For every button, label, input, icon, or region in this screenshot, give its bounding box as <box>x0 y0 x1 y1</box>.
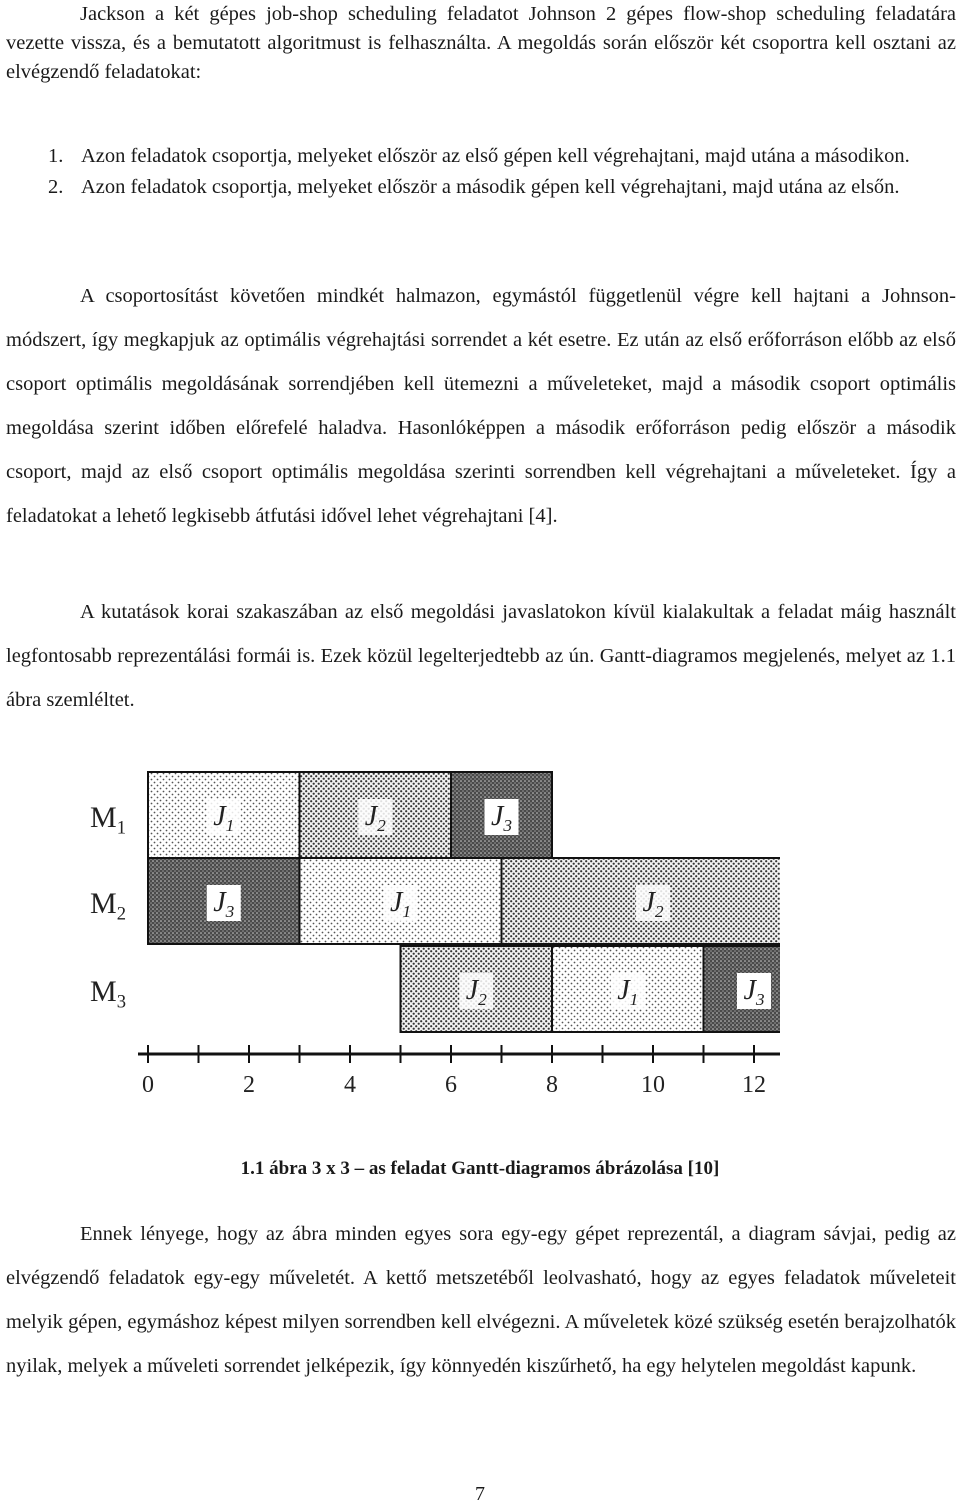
gantt-chart <box>60 760 780 1130</box>
list-number: 1. <box>48 145 64 167</box>
gantt-bar-label: $J_3$ <box>743 975 765 1010</box>
gantt-bar-label: $J_3$ <box>490 801 513 836</box>
gantt-figure <box>60 760 780 1130</box>
gantt-bar <box>300 772 452 858</box>
paragraph-2: A csoportosítást követően mindkét halmazon, egymástól függetlenül végre kell hajtani a Johnson-módszert, így megkapjuk az optimális végrehajtási sorrendet a két esetre. Ez után az első erőforráson előbb az első csoport optimális megoldásának sorrendjében kell ütemezni a műveleteket, majd a második csoport optimális megoldása szerint időben előrefelé haladva. Hasonlóképpen a második erőforráson pedig először a második csoport, majd az első csoport optimális megoldása szerinti sorrendben kell végrehajtani a műveleteket. Így a feladatokat a lehető legkisebb átfutási idővel lehet végrehajtani [4]. <box>6 285 956 527</box>
gantt-bar <box>300 858 502 944</box>
page-number: 7 <box>475 1483 485 1505</box>
gantt-bar-label: $J_1$ <box>213 801 235 836</box>
figure-caption: 1.1 ábra 3 x 3 – as feladat Gantt-diagramos ábrázolása [10] <box>240 1158 720 1179</box>
paragraph-4: Ennek lényege, hogy az ábra minden egyes sora egy-egy gépet reprezentál, a diagram sávjai, pedig az elvégzendő feladatok egy-egy műveletét. A kettő metszetéből leolvasható, hogy az egyes feladatok műveleteit melyik gépen, egymáshoz képest milyen sorrendben kell elvégezni. A műveletek közé szükség esetén berajzolhatók nyilak, melyek a műveleti sorrendet jelképezik, így könnyedén kiszűrhető, ha egy helytelen megoldást kapunk. <box>6 1223 956 1377</box>
list-text: Azon feladatok csoportja, melyeket először a második gépen kell végrehajtani, majd utána az elsőn. <box>81 176 900 198</box>
gantt-bar <box>502 858 781 944</box>
intro-paragraph: Jackson a két gépes job-shop scheduling feladatot Johnson 2 gépes flow-shop scheduling feladatára vezette vissza, és a bemutatott algoritmust is felhasználta. A megoldás során először két csoportra kell osztani az elvégzendő feladatokat: <box>6 3 956 83</box>
machine-label-1: $M_1$ <box>90 801 126 839</box>
time-axis-label: 6 <box>445 1072 457 1098</box>
paragraph-3: A kutatások korai szakaszában az első megoldási javaslatokon kívül kialakultak a feladat máig használt legfontosabb reprezentálási formái is. Ezek közül legelterjedtebb az ún. Gantt-diagramos megjelenés, melyet az 1.1 ábra szemléltet. <box>6 601 956 711</box>
gantt-bar-label: $J_1$ <box>617 975 639 1010</box>
list-number: 2. <box>48 176 64 198</box>
time-axis-label: 10 <box>641 1072 665 1098</box>
list-item <box>0 142 956 171</box>
gantt-bar-label: $J_2$ <box>642 887 664 922</box>
gantt-bar <box>704 946 781 1032</box>
machine-label-2: $M_2$ <box>90 887 126 925</box>
gantt-bar <box>552 946 704 1032</box>
machine-label-3: $M_3$ <box>90 975 126 1013</box>
time-axis-label: 12 <box>742 1072 766 1098</box>
time-axis-label: 0 <box>142 1072 154 1098</box>
time-axis-label: 4 <box>344 1072 356 1098</box>
gantt-bar-label: $J_2$ <box>364 801 386 836</box>
time-axis-label: 2 <box>243 1072 255 1098</box>
gantt-bar-label: $J_3$ <box>213 887 235 922</box>
time-axis-label: 8 <box>546 1072 558 1098</box>
gantt-bar-label: $J_2$ <box>465 975 487 1010</box>
gantt-bar-label: $J_1$ <box>389 887 412 922</box>
gantt-bar <box>148 772 300 858</box>
gantt-bar <box>401 946 553 1032</box>
group-list <box>0 142 956 204</box>
list-item <box>0 173 956 202</box>
gantt-bar <box>148 858 300 944</box>
gantt-bar <box>451 772 552 858</box>
list-text: Azon feladatok csoportja, melyeket először az első gépen kell végrehajtani, majd utána a másodikon. <box>81 145 910 167</box>
